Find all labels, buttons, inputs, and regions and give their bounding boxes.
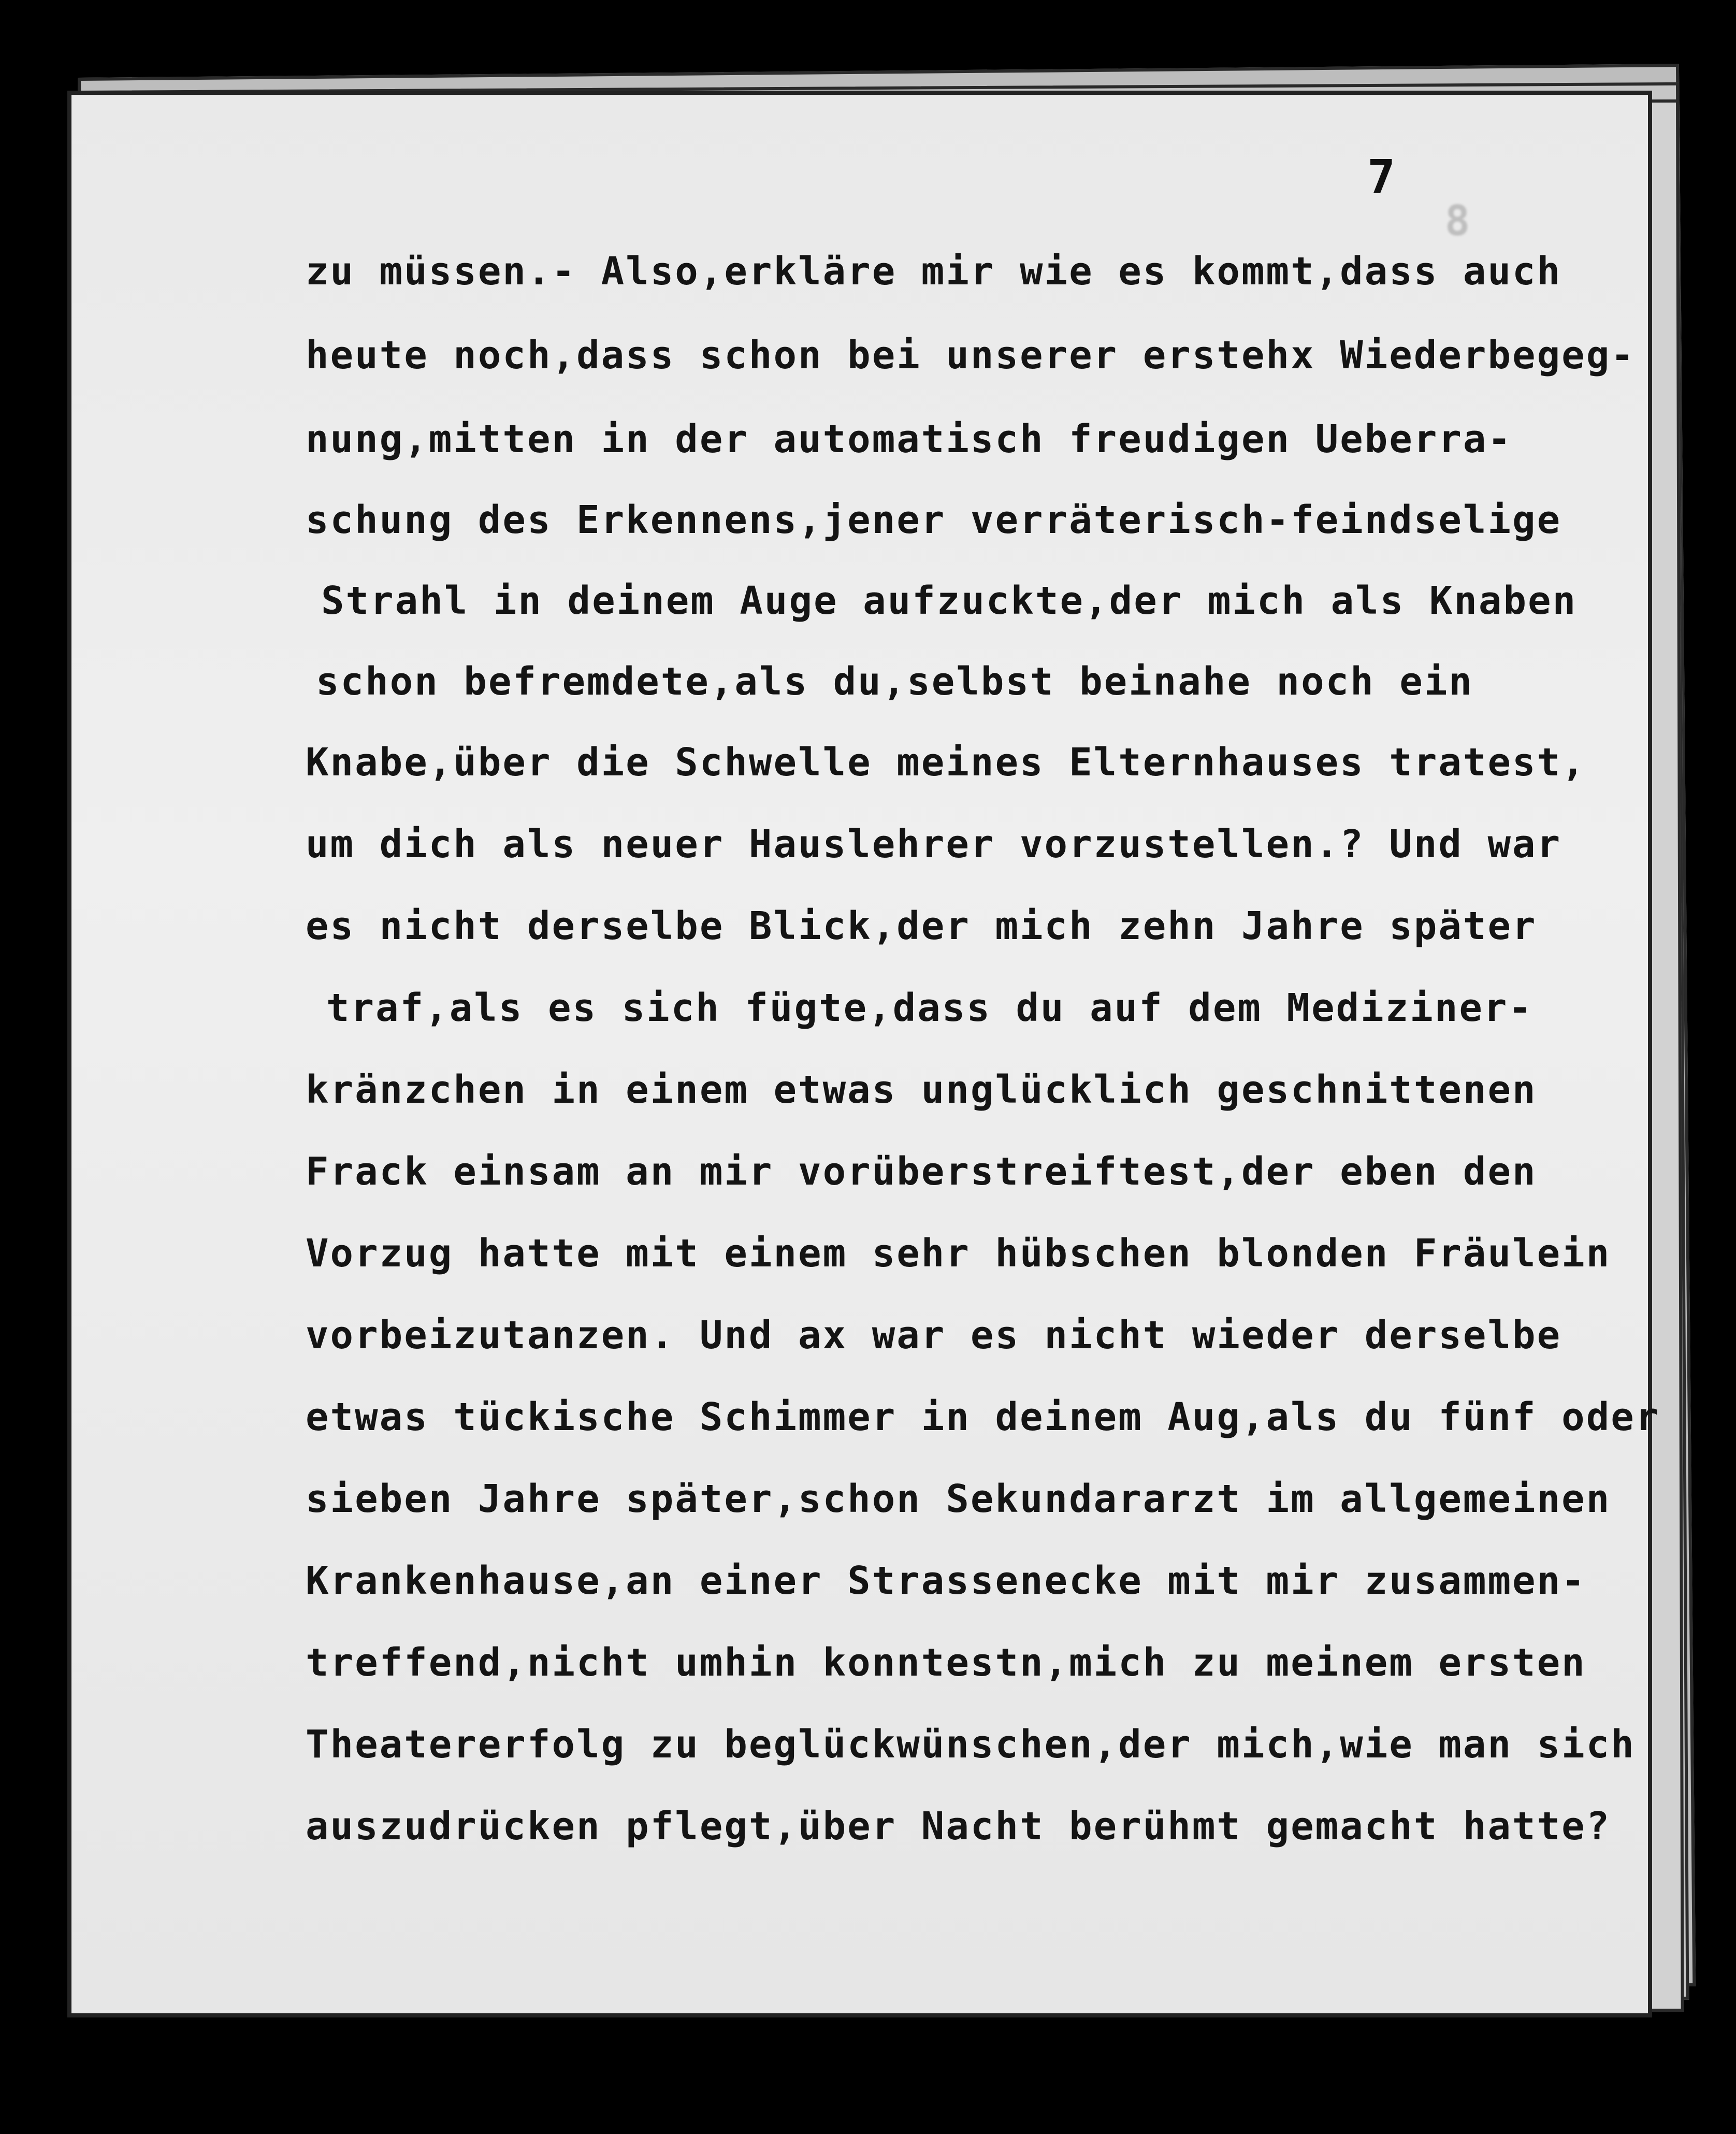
text-line: treffend,nicht umhin konntestn,mich zu meinem ersten — [306, 1640, 1586, 1685]
text-line: Knabe,über die Schwelle meines Elternhauses tratest, — [306, 740, 1586, 785]
text-line: etwas tückische Schimmer in deinem Aug,als du fünf oder — [306, 1395, 1660, 1439]
text-line: nung,mitten in der automatisch freudigen Ueberra- — [306, 417, 1513, 462]
text-line: Krankenhause,an einer Strassenecke mit mir zusammen- — [306, 1559, 1586, 1603]
text-line: heute noch,dass schon bei unserer erstehx Wiederbegeg- — [306, 333, 1636, 378]
text-line: traf,als es sich fügte,dass du auf dem Mediziner- — [326, 986, 1534, 1030]
text-line: Frack einsam an mir vorüberstreiftest,der eben den — [306, 1149, 1537, 1194]
text-line: kränzchen in einem etwas unglücklich geschnittenen — [306, 1068, 1537, 1112]
text-line: schung des Erkennens,jener verräterisch-feindselige — [306, 498, 1562, 542]
text-line: Strahl in deinem Auge aufzuckte,der mich als Knaben — [321, 579, 1578, 623]
bleed-through-page-number: 8 — [1445, 197, 1470, 245]
text-line: zu müssen.- Also,erkläre mir wie es kommt,dass auch — [306, 249, 1562, 294]
text-line: schon befremdete,als du,selbst beinahe noch ein — [316, 659, 1473, 704]
text-line: es nicht derselbe Blick,der mich zehn Jahre später — [306, 904, 1537, 948]
text-line: Theatererfolg zu beglückwünschen,der mich,wie man sich — [306, 1722, 1636, 1767]
page-number: 7 — [1367, 150, 1396, 205]
text-line: auszudrücken pflegt,über Nacht berühmt gemacht hatte? — [306, 1804, 1611, 1849]
text-line: sieben Jahre später,schon Sekundararzt im allgemeinen — [306, 1477, 1611, 1521]
text-line: vorbeizutanzen. Und ax war es nicht wieder derselbe — [306, 1313, 1562, 1358]
text-line: um dich als neuer Hauslehrer vorzustellen.? Und war — [306, 822, 1562, 867]
typed-text-body — [306, 230, 1678, 1867]
text-line: Vorzug hatte mit einem sehr hübschen blonden Fräulein — [306, 1231, 1611, 1276]
